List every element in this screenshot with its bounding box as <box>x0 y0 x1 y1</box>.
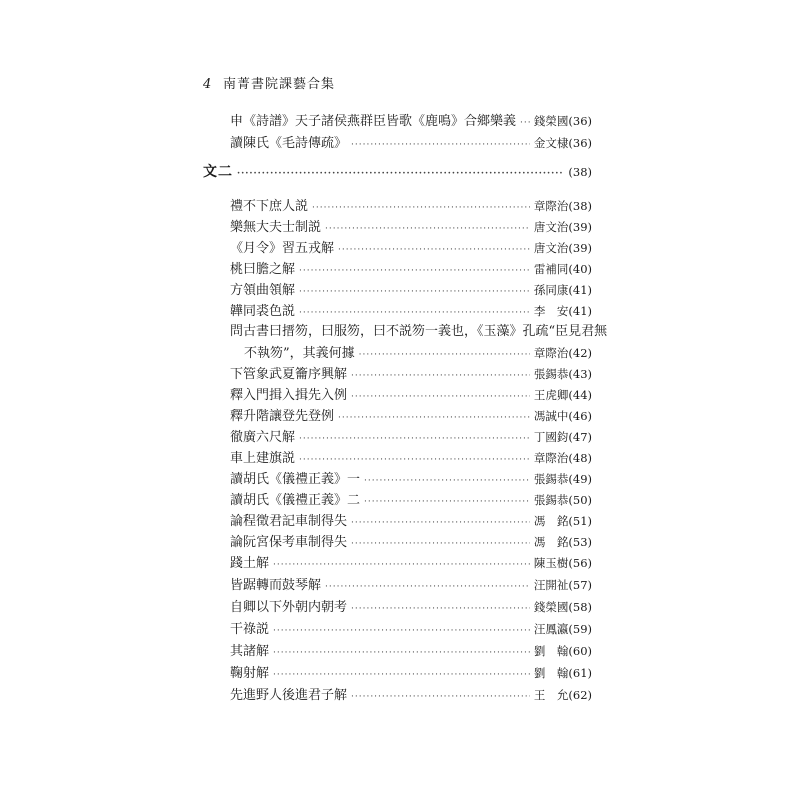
entry-author: 王 允 <box>533 688 569 702</box>
leader-dots <box>312 199 530 217</box>
leader-dots <box>325 578 530 596</box>
toc-entry <box>230 620 592 638</box>
leader-dots <box>364 472 530 490</box>
entry-page: (58) <box>568 600 592 614</box>
entry-author: 陳玉樹 <box>533 556 569 570</box>
leader-dots <box>359 346 530 364</box>
entry-title: 論程徵君記車制得失 <box>230 514 348 529</box>
entry-author: 馮誠中 <box>533 409 569 423</box>
toc-entry <box>230 533 592 551</box>
entry-page: (39) <box>568 220 592 234</box>
entry-page: (48) <box>568 451 592 465</box>
leader-dots <box>299 304 530 322</box>
entry-page: (51) <box>568 514 592 528</box>
entry-title: 樂無大夫士制説 <box>230 220 322 235</box>
entry-page: (41) <box>568 283 592 297</box>
entry-title: 不執笏”，其義何據 <box>244 346 355 361</box>
toc-entry <box>244 344 592 362</box>
entry-title: 踐土解 <box>230 556 270 571</box>
entry-title: 徹廣六尺解 <box>230 430 296 445</box>
entry-page: (43) <box>568 367 592 381</box>
entry-title: 釋升階讓登先登例 <box>230 409 335 424</box>
entry-author: 章際治 <box>533 346 569 360</box>
entry-author: 丁國鈞 <box>533 430 569 444</box>
entry-author: 劉 翰 <box>533 644 569 658</box>
toc-entry <box>230 281 592 299</box>
entry-author: 章際治 <box>533 199 569 213</box>
leader-dots <box>325 220 530 238</box>
entry-title: 干祿説 <box>230 622 270 637</box>
toc-entry <box>230 491 592 509</box>
entry-title: 申《詩譜》天子諸侯燕群臣皆歌《鹿鳴》合鄉樂義 <box>230 114 517 129</box>
entry-author: 馮 銘 <box>533 535 569 549</box>
toc-entry <box>230 112 592 130</box>
entry-title: 釋入門揖入揖先入例 <box>230 388 348 403</box>
section-title: 文二 <box>203 164 233 180</box>
leader-dots <box>273 556 530 574</box>
toc-entry <box>230 449 592 467</box>
entry-author: 張錫恭 <box>533 472 569 486</box>
entry-page: (61) <box>568 666 592 680</box>
toc-entry <box>230 428 592 446</box>
entry-title: 先進野人後進君子解 <box>230 688 348 703</box>
toc-entry <box>230 598 592 616</box>
entry-page: (47) <box>568 430 592 444</box>
entry-page: (36) <box>568 114 592 128</box>
toc-entry <box>230 365 592 383</box>
entry-title: 讀胡氏《儀禮正義》二 <box>230 493 361 508</box>
leader-dots <box>351 367 530 385</box>
entry-author: 唐文治 <box>533 220 569 234</box>
entry-page: (53) <box>568 535 592 549</box>
entry-title: 鞠射解 <box>230 666 270 681</box>
leader-dots <box>520 114 530 132</box>
entry-title: 車上建旗説 <box>230 451 296 466</box>
leader-dots <box>351 535 530 553</box>
leader-dots <box>351 388 530 406</box>
entry-author: 張錫恭 <box>533 493 569 507</box>
toc-entry <box>230 134 592 152</box>
entry-page: (44) <box>568 388 592 402</box>
leader-dots <box>273 622 530 640</box>
entry-author: 雷補同 <box>533 262 569 276</box>
leader-dots <box>299 262 530 280</box>
page-number: 4 <box>203 77 212 92</box>
toc-entry <box>230 197 592 215</box>
entry-author: 唐文治 <box>533 241 569 255</box>
entry-author: 金文棣 <box>533 136 569 150</box>
entry-author: 張錫恭 <box>533 367 569 381</box>
entry-author: 錢榮國 <box>533 114 569 128</box>
entry-title: 皆踞轉而鼓琴解 <box>230 578 322 593</box>
entry-page: (42) <box>568 346 592 360</box>
entry-title: 《月令》習五戎解 <box>230 241 335 256</box>
entry-page: (56) <box>568 556 592 570</box>
entry-author: 馮 銘 <box>533 514 569 528</box>
entry-author: 錢榮國 <box>533 600 569 614</box>
leader-dots <box>351 136 530 154</box>
leader-dots <box>299 451 530 469</box>
toc-entry <box>230 642 592 660</box>
leader-dots <box>364 493 530 511</box>
toc-entry <box>230 576 592 594</box>
entry-author: 王虎卿 <box>533 388 569 402</box>
toc-entry <box>230 260 592 278</box>
entry-page: (49) <box>568 472 592 486</box>
entry-title: 讀胡氏《儀禮正義》一 <box>230 472 361 487</box>
leader-dots <box>351 514 530 532</box>
entry-title: 讀陳氏《毛詩傳疏》 <box>230 136 348 151</box>
toc-entry <box>230 554 592 572</box>
entry-title: 論阮宮保考車制得失 <box>230 535 348 550</box>
entry-title: 其諸解 <box>230 644 270 659</box>
entry-page: (57) <box>568 578 592 592</box>
book-title: 南菁書院課藝合集 <box>223 77 336 92</box>
entry-page: (62) <box>568 688 592 702</box>
entry-page: (38) <box>568 199 592 213</box>
toc-entry <box>230 664 592 682</box>
running-header <box>203 73 335 92</box>
toc-entry <box>230 218 592 236</box>
entry-author: 汪鳳瀛 <box>533 622 569 636</box>
toc-entry <box>230 470 592 488</box>
leader-dots <box>299 430 530 448</box>
toc-entry <box>230 686 592 704</box>
entry-page: (50) <box>568 493 592 507</box>
entry-page: (46) <box>568 409 592 423</box>
toc-entry-line1: 問古書曰搢笏，曰服笏，曰不説笏一義也，《玉藻》孔疏“臣見君無 <box>230 324 608 339</box>
entry-page: (60) <box>568 644 592 658</box>
toc-entry <box>230 512 592 530</box>
entry-author: 劉 翰 <box>533 666 569 680</box>
entry-title: 桃曰膽之解 <box>230 262 296 277</box>
toc-entry <box>230 239 592 257</box>
entry-title: 自卿以下外朝内朝考 <box>230 600 348 615</box>
entry-page: (36) <box>568 136 592 150</box>
leader-dots <box>351 688 530 706</box>
leader-dots <box>273 666 530 684</box>
section-page: (38) <box>568 165 592 179</box>
entry-author: 汪開祉 <box>533 578 569 592</box>
entry-author: 李 安 <box>533 304 569 318</box>
section-heading <box>203 163 592 181</box>
entry-title: 禮不下庶人説 <box>230 199 309 214</box>
entry-page: (40) <box>568 262 592 276</box>
leader-dots <box>338 241 530 259</box>
leader-dots <box>338 409 530 427</box>
leader-dots <box>237 165 564 183</box>
entry-title: 方領曲領解 <box>230 283 296 298</box>
toc-entry <box>230 386 592 404</box>
entry-title: 下管象武夏籥序興解 <box>230 367 348 382</box>
entry-title: 韡同裘色説 <box>230 304 296 319</box>
leader-dots <box>351 600 530 618</box>
toc-entry <box>230 407 592 425</box>
entry-page: (59) <box>568 622 592 636</box>
leader-dots <box>299 283 530 301</box>
entry-page: (41) <box>568 304 592 318</box>
entry-author: 章際治 <box>533 451 569 465</box>
leader-dots <box>273 644 530 662</box>
entry-author: 孫同康 <box>533 283 569 297</box>
toc-entry <box>230 302 592 320</box>
entry-page: (39) <box>568 241 592 255</box>
